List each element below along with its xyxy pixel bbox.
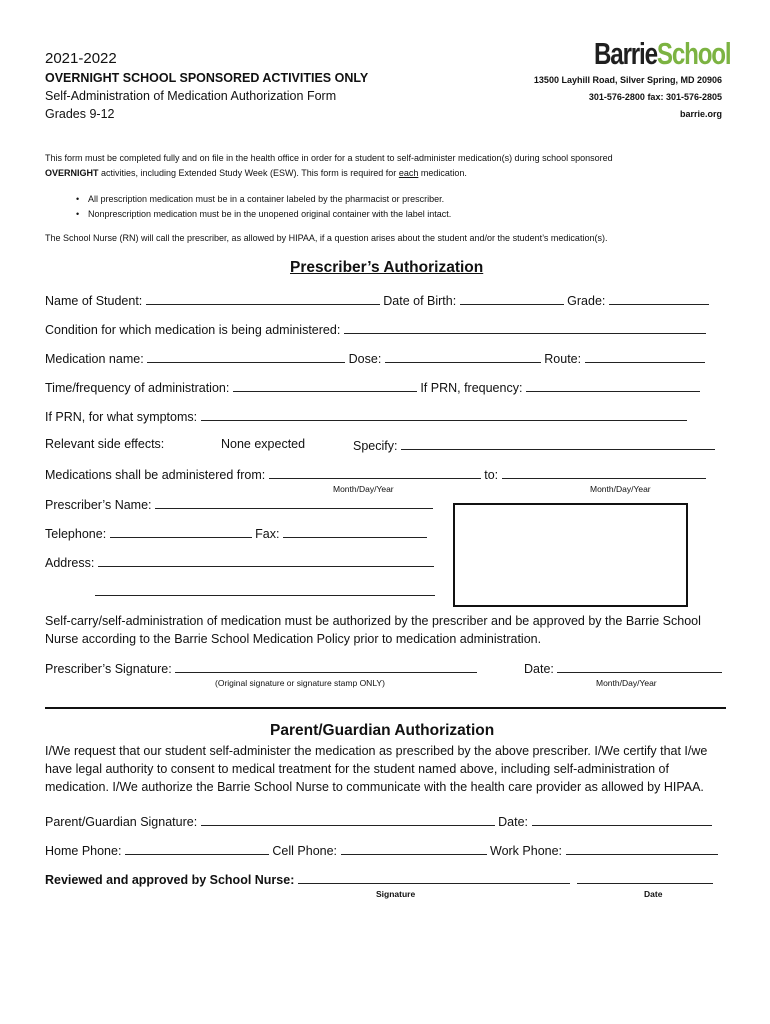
side-effects-label: Relevant side effects: [45, 437, 165, 451]
list-item: • Nonprescription medication must be in the unopened original container with the label intact. [88, 207, 451, 222]
prescriber-section-title: Prescriber’s Authorization [290, 259, 484, 276]
from-date-caption: Month/Day/Year [333, 484, 394, 494]
to-date-caption: Month/Day/Year [590, 484, 651, 494]
barrie-school-logo [594, 36, 730, 72]
form-title: OVERNIGHT SCHOOL SPONSORED ACTIVITIES ONLY [45, 71, 369, 85]
fax-label: Fax: [255, 527, 280, 541]
grade-field[interactable] [609, 292, 709, 305]
telephone-fax-row [45, 525, 427, 541]
medication-name-field[interactable] [147, 350, 345, 363]
telephone-field[interactable] [110, 525, 252, 538]
intro-line-2-end: medication. [418, 168, 467, 178]
prescriber-date-field[interactable] [557, 660, 722, 673]
frequency-row [45, 379, 700, 395]
school-website: barrie.org [679, 109, 722, 119]
nurse-review-label: Reviewed and approved by School Nurse: [45, 873, 295, 887]
medication-name-label: Medication name: [45, 352, 144, 366]
prescriber-name-label: Prescriber’s Name: [45, 498, 152, 512]
nurse-date-caption: Date [644, 889, 663, 899]
route-label: Route: [544, 352, 582, 366]
grade-label: Grade: [567, 294, 606, 308]
address-line-2-row [95, 583, 435, 599]
prescriber-signature-row [45, 660, 477, 676]
fax-field[interactable] [283, 525, 427, 538]
none-expected-option[interactable]: None expected [221, 437, 306, 451]
specify-field[interactable] [401, 437, 715, 450]
prn-symptoms-field[interactable] [201, 408, 687, 421]
cell-phone-field[interactable] [341, 842, 487, 855]
nurse-review-row [45, 871, 713, 887]
address-row [45, 554, 434, 570]
form-subtitle: Self-Administration of Medication Authorization Form [45, 89, 337, 103]
specify-label: Specify: [353, 439, 398, 453]
condition-row [45, 321, 706, 337]
prescriber-name-field[interactable] [155, 496, 433, 509]
intro-line-2: activities, including Extended Study Week (ESW). This form is required for [98, 168, 399, 178]
dose-label: Dose: [348, 352, 382, 366]
nurse-signature-field[interactable] [298, 871, 570, 884]
intro-each: each [398, 168, 419, 178]
school-year: 2021-2022 [45, 50, 117, 67]
home-phone-label: Home Phone: [45, 844, 122, 858]
phones-row [45, 842, 718, 858]
route-field[interactable] [585, 350, 705, 363]
parent-signature-label: Parent/Guardian Signature: [45, 815, 198, 829]
prescriber-signature-field[interactable] [175, 660, 477, 673]
dob-label: Date of Birth: [383, 294, 457, 308]
work-phone-label: Work Phone: [490, 844, 563, 858]
parent-date-label: Date: [498, 815, 529, 829]
address-label: Address: [45, 556, 95, 570]
nurse-signature-caption: Signature [376, 889, 416, 899]
signature-caption: (Original signature or signature stamp ONLY) [215, 678, 385, 688]
school-phone-fax: 301-576-2800 fax: 301-576-2805 [588, 92, 722, 102]
to-label: to: [484, 468, 499, 482]
administered-from-label: Medications shall be administered from: [45, 468, 266, 482]
nurse-note: The School Nurse (RN) will call the prescriber, as allowed by HIPAA, if a question arises about the student and/or the student’s medication(s). [45, 233, 608, 243]
administered-to-field[interactable] [502, 466, 706, 479]
address-line-2-field[interactable] [95, 583, 435, 596]
condition-field[interactable] [344, 321, 706, 334]
student-name-row [45, 292, 709, 308]
time-frequency-label: Time/frequency of administration: [45, 381, 230, 395]
prn-symptoms-label: If PRN, for what symptoms: [45, 410, 198, 424]
self-carry-paragraph: Self-carry/self-administration of medication must be authorized by the prescriber and be approved by the Barrie School Nurse according to the Barrie School Medication Policy prior to medication administration. [45, 614, 701, 646]
prescriber-date-caption: Month/Day/Year [596, 678, 657, 688]
prescriber-date-row [524, 660, 722, 676]
dose-field[interactable] [385, 350, 541, 363]
logo-text-school: School [656, 36, 731, 71]
parent-section-title: Parent/Guardian Authorization [270, 722, 495, 739]
student-name-label: Name of Student: [45, 294, 143, 308]
cell-phone-label: Cell Phone: [272, 844, 338, 858]
prescriber-date-label: Date: [524, 662, 554, 676]
form-grades: Grades 9-12 [45, 107, 115, 121]
section-divider [45, 707, 726, 709]
address-field[interactable] [98, 554, 434, 567]
medication-row [45, 350, 705, 366]
parent-signature-field[interactable] [201, 813, 495, 826]
specify-row [353, 437, 715, 453]
prescriber-signature-label: Prescriber’s Signature: [45, 662, 172, 676]
prn-symptoms-row [45, 408, 687, 424]
parent-signature-row [45, 813, 712, 829]
prescriber-stamp-box[interactable] [453, 503, 688, 607]
intro-line-1: This form must be completed fully and on file in the health office in order for a student to self-administer medication(s) during school sponsored [45, 153, 613, 163]
work-phone-field[interactable] [566, 842, 718, 855]
student-name-field[interactable] [146, 292, 380, 305]
parent-date-field[interactable] [532, 813, 712, 826]
administration-dates-row [45, 466, 706, 482]
administered-from-field[interactable] [269, 466, 481, 479]
condition-label: Condition for which medication is being administered: [45, 323, 341, 337]
intro-overnight: OVERNIGHT [45, 168, 99, 178]
prn-frequency-field[interactable] [526, 379, 700, 392]
telephone-label: Telephone: [45, 527, 107, 541]
prescriber-name-row [45, 496, 433, 512]
nurse-date-field[interactable] [577, 871, 713, 884]
dob-field[interactable] [460, 292, 564, 305]
list-item: • All prescription medication must be in a container labeled by the pharmacist or prescriber. [88, 192, 451, 207]
home-phone-field[interactable] [125, 842, 269, 855]
prn-frequency-label: If PRN, frequency: [420, 381, 523, 395]
requirements-list [88, 192, 451, 222]
intro-text [45, 151, 725, 181]
school-address: 13500 Layhill Road, Silver Spring, MD 20906 [533, 75, 722, 85]
parent-consent-paragraph: I/We request that our student self-administer the medication as prescribed by the above prescriber. I/We certify that I/we have legal authority to consent to medical treatment for the student named above, including self-administration of medication. I/We authorize the Barrie School Nurse to communicate with the health care provider as allowed by HIPAA. [45, 744, 708, 794]
time-frequency-field[interactable] [233, 379, 417, 392]
logo-text-barrie: Barrie [594, 36, 657, 71]
